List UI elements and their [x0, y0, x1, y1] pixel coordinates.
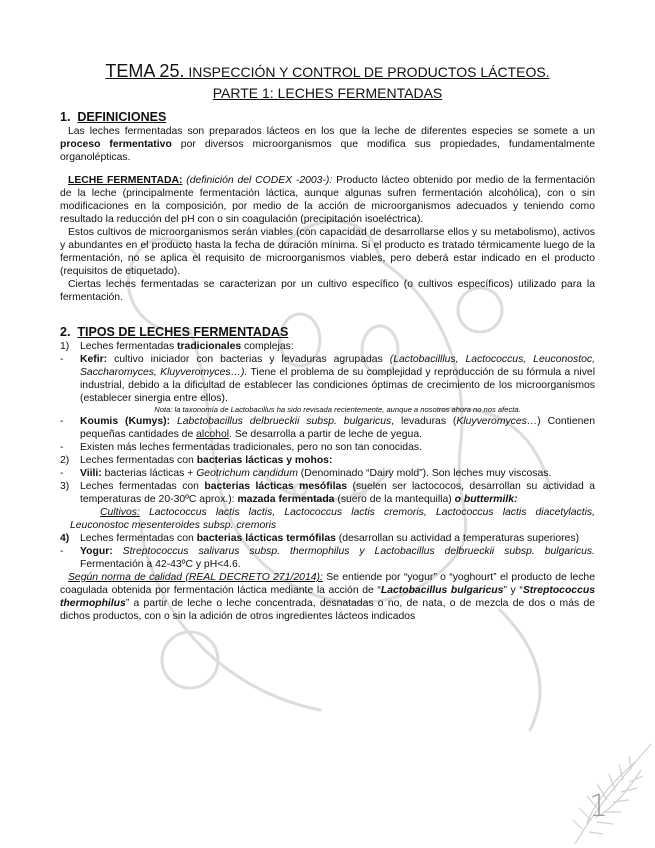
list-item-kefir: - Kefir: cultivo iniciador con bacterias y levaduras agrupadas (Lactobacilllus, Lactococcus, Leuconostoc, Saccharomyces, Kluyveromyces…). Tiene el problema de su complejidad y reproducción de su fórmula a nivel industrial, debido a la dificultad de establecer las condiciones óptimas de crecimiento de los microorganismos (establecer sinergia entre ellos).: [60, 354, 596, 404]
list-item-termofilas: 4) Leches fermentadas con bacterias lácticas termófilas (desarrollan su actividad a temperaturas superiores): [60, 533, 580, 544]
section-heading-tipos: 2. TIPOS DE LECHES FERMENTADAS: [60, 325, 289, 339]
list-item-tradicionales: 1) Leches fermentadas tradicionales complejas:: [60, 341, 294, 352]
paragraph-cultivo-especifico: Ciertas leches fermentadas se caracterizan por un cultivo específico (o cultivos específicos) utilizado para la fermentación.: [60, 279, 595, 303]
paragraph-cultivos: Estos cultivos de microorganismos serán viables (con capacidad de desarrollarse ellos y su metabolismo), activos y abundantes en el producto hasta la fecha de duración mínima. Si el producto es tratado térmicamente luego de la fermentación, no se aplica el requisito de microorganismos viables, pero deberá estar indicado en el producto (requisitos de etiquetado).: [60, 227, 595, 277]
page-title: TEMA 25. INSPECCIÓN Y CONTROL DE PRODUCTOS LÁCTEOS.: [105, 61, 550, 81]
taxonomy-note: Nota: la taxonomía de Lactobacillus ha sido revisada recientemente, aunque a nosotros ahora no nos afecta.: [154, 405, 521, 414]
feather-icon: [565, 740, 655, 848]
page-number: 1: [589, 789, 609, 824]
paragraph-norma-calidad: Según norma de calidad (REAL DECRETO 271/2014): Se entiende por “yogur” o “yoghourt” el producto de leche coagulada obtenida por fermentación láctica mediante la acción de “Lactobacillus bulgaricus” y “Streptococcus thermophilus” a partir de leche o leche concentrada, desnatadas o no, de nata, o de mezcla de dos o más de dichos productos, con o sin la adición de otros ingredientes lácteos indicados: [60, 572, 595, 622]
list-item-otras-tradicionales: - Existen más leches fermentadas tradicionales, pero no son tan conocidas.: [60, 442, 422, 453]
list-item-viili: - Viili: bacterias lácticas + Geotrichum candidum (Denominado “Dairy mold”). Son leches muy viscosas.: [60, 468, 552, 479]
document-body: [60, 60, 595, 623]
section-heading-definiciones: 1. DEFINICIONES: [60, 110, 167, 124]
page-subtitle: PARTE 1: LECHES FERMENTADAS: [212, 85, 443, 101]
list-item-lacticas-mohos: 2) Leches fermentadas con bacterias lácticas y mohos:: [60, 455, 333, 466]
list-item-koumis: - Koumis (Kumys): Labctobacillus delbrueckii subsp. bulgaricus, levaduras (Kluyveromyces…) Contienen pequeñas cantidades de alcohol. Se desarrolla a partir de leche de yegua.: [60, 416, 595, 440]
list-item-yogur: - Yogur: Streptococcus salivarus subsp. thermophilus y Lactobacillus delbrueckii subsp. bulgaricus. Fermentación a 42-43ºC y pH<4.6.: [60, 546, 595, 570]
paragraph-codex-definition: LECHE FERMENTADA: (definición del CODEX -2003-): Producto lácteo obtenido por medio de la fermentación de la leche (principalmente fermentación láctica, aunque algunas sufren fermentación alcohólica), con o sin modificaciones en la composición, por medio de la acción de microorganismos adecuados y teniendo como resultado la reducción del pH con o sin coagulación (precipitación isoeléctrica).: [60, 175, 596, 225]
cultivos-mesofilos: Cultivos: Lactococcus lactis lactis, Lactococcus lactis cremoris, Lactococcus lactis diacetylactis, Leuconostoc mesenteroides subsp. cremoris: [70, 507, 595, 531]
list-item-mesofilas: 3) Leches fermentadas con bacterias lácticas mesófilas (suelen ser lactococos, desarrollan su actividad a temperaturas de 20-30ºC aprox.): mazada fermentada (suero de la mantequilla) o buttermilk:: [60, 481, 595, 505]
paragraph-intro: Las leches fermentadas son preparados lácteos en los que la leche de diferentes especies se somete a un proceso fermentativo por diversos microorganismos que modifica sus propiedades, fundamentalmente organolépticas.: [60, 126, 595, 163]
